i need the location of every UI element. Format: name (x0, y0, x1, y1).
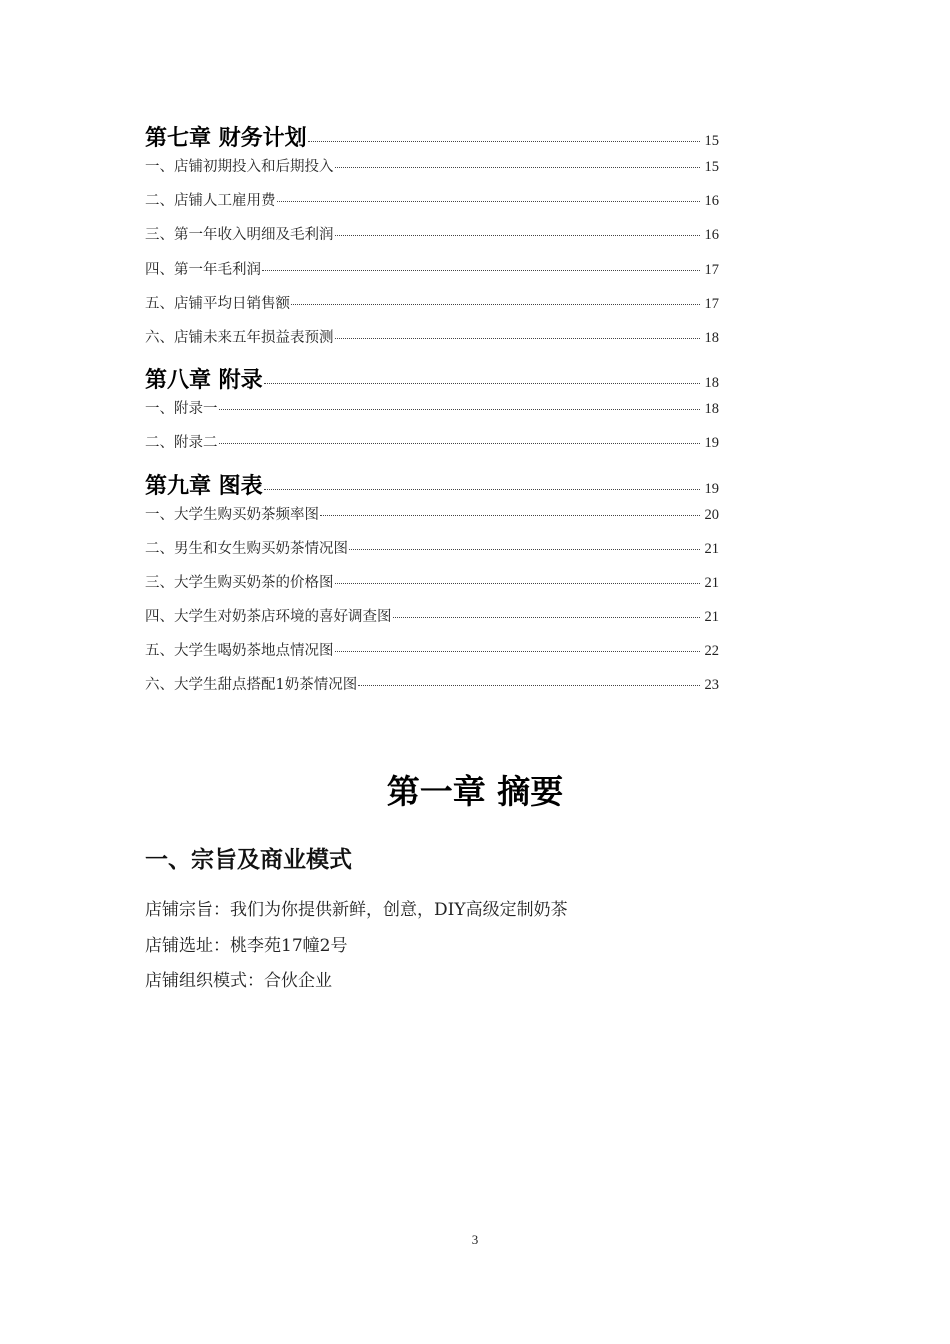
toc-entry[interactable] (145, 189, 719, 223)
toc-entry[interactable] (145, 673, 719, 707)
page-number: 3 (471, 1232, 479, 1247)
toc-leader (358, 685, 700, 686)
toc-entry-page: 16 (704, 193, 719, 210)
toc-entry[interactable] (145, 571, 719, 605)
toc-entry[interactable] (145, 360, 719, 397)
toc-leader (264, 383, 700, 384)
table-of-contents (145, 118, 719, 708)
toc-entry-page: 19 (704, 480, 719, 497)
body-line-organization: 店铺组织模式：合伙企业 (145, 971, 332, 991)
toc-entry-page: 15 (704, 159, 719, 175)
toc-entry-page: 16 (704, 227, 719, 244)
toc-entry-page: 18 (704, 329, 719, 346)
toc-entry[interactable] (145, 639, 719, 673)
toc-entry-page: 18 (704, 375, 719, 392)
toc-entry-title: 三、第一年收入明细及毛利润 (145, 227, 334, 244)
toc-entry-title: 二、店铺人工雇用费 (145, 193, 276, 210)
toc-leader (262, 270, 700, 271)
toc-leader (349, 549, 700, 550)
toc-entry-page: 20 (704, 506, 719, 523)
toc-entry-title: 六、大学生甜点搭配1奶茶情况图 (145, 677, 358, 694)
toc-entry-title: 二、男生和女生购买奶茶情况图 (145, 540, 348, 557)
section-heading: 一、宗旨及商业模式 (145, 847, 352, 873)
body-line-location: 店铺选址：桃李苑17幢2号 (145, 935, 348, 956)
toc-entry-page: 17 (704, 295, 719, 312)
chapter-heading: 第一章 摘要 (386, 772, 564, 811)
toc-entry-title: 六、店铺未来五年损益表预测 (145, 329, 334, 346)
toc-leader (393, 617, 701, 618)
toc-leader (291, 304, 700, 305)
toc-leader (335, 235, 701, 236)
toc-entry-title: 二、附录二 (145, 435, 218, 452)
toc-entry-page: 21 (704, 574, 719, 591)
toc-entry[interactable] (145, 431, 719, 465)
toc-entry-page: 18 (704, 401, 719, 418)
toc-entry-title: 五、店铺平均日销售额 (145, 295, 290, 312)
toc-entry-title: 五、大学生喝奶茶地点情况图 (145, 643, 334, 660)
toc-entry[interactable] (145, 605, 719, 639)
toc-entry[interactable] (145, 223, 719, 257)
body-text (145, 896, 568, 1003)
body-line-mission: 店铺宗旨：我们为你提供新鲜，创意，DIY高级定制奶茶 (145, 900, 568, 920)
toc-entry[interactable] (145, 118, 719, 155)
toc-leader (219, 409, 701, 410)
toc-leader (308, 141, 700, 142)
toc-entry-title: 一、附录一 (145, 401, 218, 418)
toc-entry[interactable] (145, 503, 719, 537)
toc-entry-page: 22 (704, 643, 719, 660)
toc-entry-title: 一、店铺初期投入和后期投入 (145, 159, 334, 175)
toc-entry[interactable] (145, 537, 719, 571)
toc-leader (335, 338, 701, 339)
toc-entry-page: 17 (704, 261, 719, 278)
toc-entry[interactable] (145, 258, 719, 292)
toc-entry-title: 四、大学生对奶茶店环境的喜好调查图 (145, 609, 392, 626)
toc-entry-title: 三、大学生购买奶茶的价格图 (145, 574, 334, 591)
toc-entry-page: 19 (704, 435, 719, 452)
toc-entry[interactable] (145, 292, 719, 326)
toc-entry-page: 23 (704, 677, 719, 694)
toc-entry-page: 21 (704, 609, 719, 626)
toc-entry-title: 一、大学生购买奶茶频率图 (145, 506, 319, 523)
toc-entry[interactable] (145, 397, 719, 431)
toc-leader (335, 583, 701, 584)
toc-entry[interactable] (145, 326, 719, 360)
toc-entry-title: 四、第一年毛利润 (145, 261, 261, 278)
toc-entry-title: 第九章 图表 (145, 473, 263, 499)
toc-leader (335, 167, 701, 168)
toc-leader (320, 515, 700, 516)
toc-entry-title: 第七章 财务计划 (145, 126, 307, 151)
toc-entry-page: 21 (704, 540, 719, 557)
toc-leader (277, 201, 701, 202)
toc-entry-page: 15 (704, 133, 719, 149)
toc-entry-title: 第八章 附录 (145, 368, 263, 394)
toc-entry[interactable] (145, 155, 719, 189)
toc-entry[interactable] (145, 466, 719, 503)
toc-leader (335, 651, 701, 652)
toc-leader (219, 443, 701, 444)
toc-leader (264, 489, 700, 490)
